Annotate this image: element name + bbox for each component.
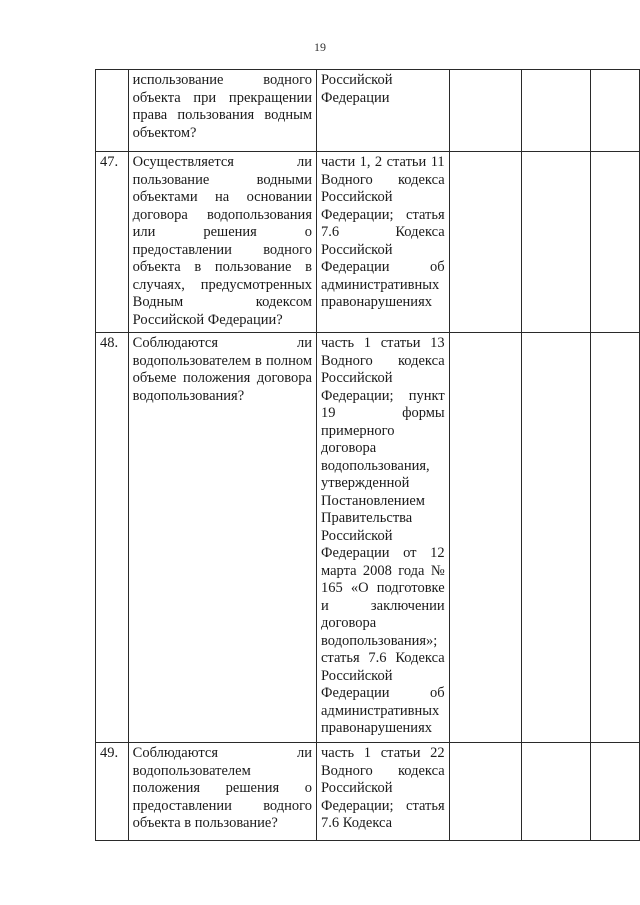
answer-yes-cell — [449, 743, 521, 841]
checklist-table — [95, 69, 640, 841]
table-row — [96, 743, 640, 841]
reference-cell — [317, 70, 450, 152]
question-text: использование водного объекта при прекращении права пользования водным объектом? — [132, 72, 312, 141]
reference-cell — [317, 333, 450, 743]
question-cell — [128, 152, 316, 333]
answer-no-cell — [521, 333, 590, 743]
reference-text: часть 1 статьи 22 Водного кодекса Российской Федерации; статья 7.6 Кодекса — [321, 745, 445, 831]
question-text: Осуществляется ли пользование водными объектами на основании договора водопользования или решения о предоставлении водного объекта в пользование в случаях, предусмотренных Водным кодексом Российской Федерации? — [132, 154, 312, 328]
answer-no-cell — [521, 70, 590, 152]
answer-yes-cell — [449, 152, 521, 333]
row-number — [96, 70, 129, 152]
reference-text: часть 1 статьи 13 Водного кодекса Российской Федерации; пункт 19 формы примерного договора водопользования, утвержденной Постановлением Правительства Российской Федерации от 12 марта 2008 года № 165 «О подготовке и заключении договора водопользования»; статья 7.6 Кодекса Российской Федерации об административных правонарушениях — [321, 335, 445, 736]
answer-yes-cell — [449, 70, 521, 152]
row-number: 49. — [96, 743, 129, 841]
reference-text: Российской Федерации — [321, 72, 393, 106]
answer-no-cell — [521, 743, 590, 841]
row-number: 48. — [96, 333, 129, 743]
table-row — [96, 152, 640, 333]
table-row — [96, 333, 640, 743]
row-number: 47. — [96, 152, 129, 333]
answer-no-cell — [521, 152, 590, 333]
reference-cell — [317, 152, 450, 333]
question-text: Соблюдаются ли водопользователем в полном объеме положения договора водопользования? — [132, 335, 312, 404]
table-row — [96, 70, 640, 152]
reference-cell — [317, 743, 450, 841]
answer-na-cell — [591, 70, 640, 152]
reference-text: части 1, 2 статьи 11 Водного кодекса Российской Федерации; статья 7.6 Кодекса Российской Федерации об административных правонарушениях — [321, 154, 445, 310]
question-cell — [128, 333, 316, 743]
question-cell — [128, 70, 316, 152]
question-text: Соблюдаются ли водопользователем положения решения о предоставлении водного объекта в пользование? — [132, 745, 312, 831]
answer-na-cell — [591, 333, 640, 743]
question-cell — [128, 743, 316, 841]
answer-na-cell — [591, 743, 640, 841]
answer-na-cell — [591, 152, 640, 333]
page-number: 19 — [314, 40, 326, 54]
answer-yes-cell — [449, 333, 521, 743]
